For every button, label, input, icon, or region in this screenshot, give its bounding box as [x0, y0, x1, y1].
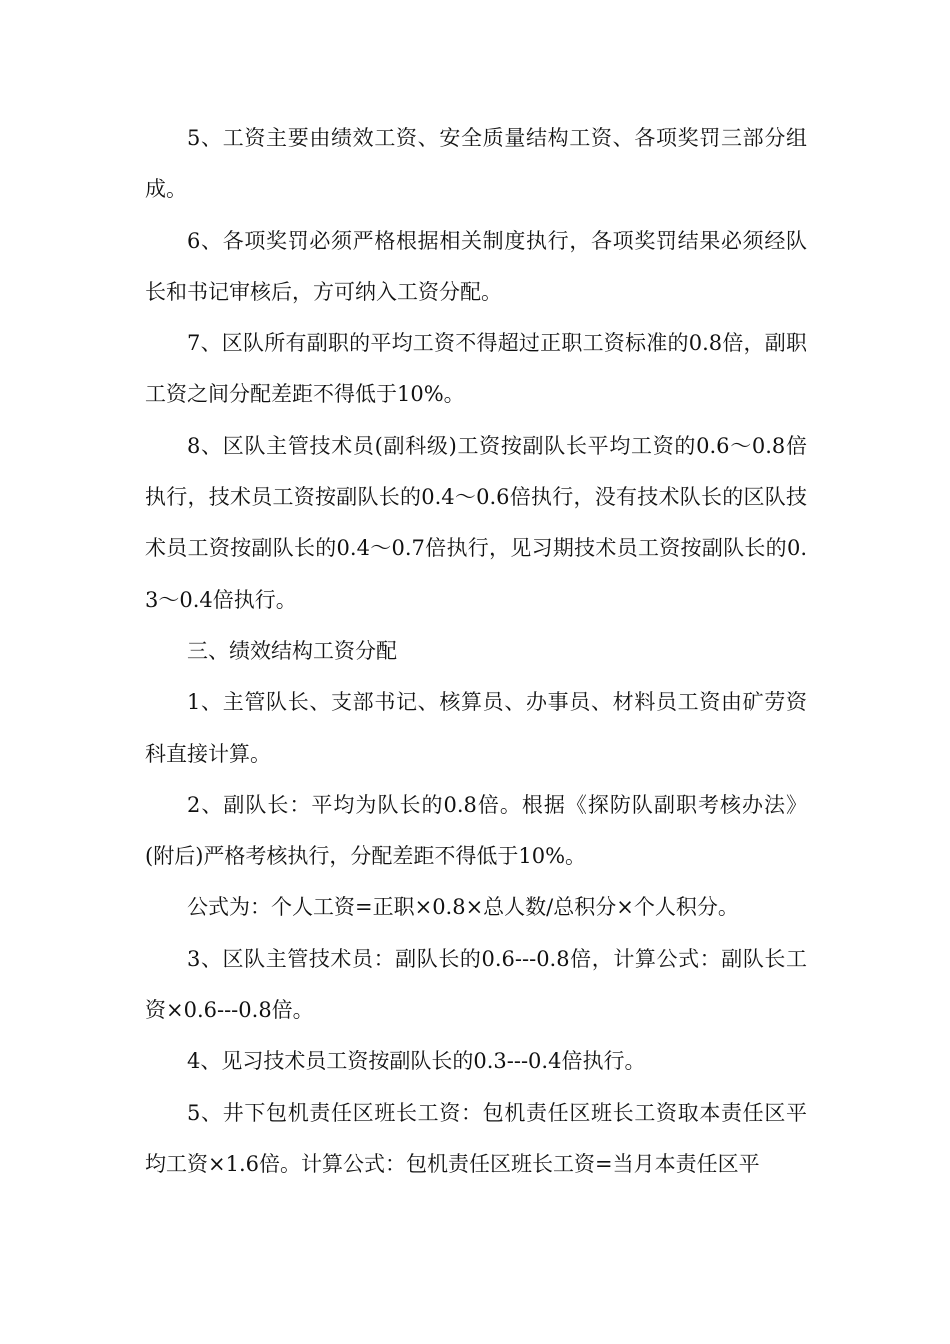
- paragraph-8: 4、见习技术员工资按副队长的0.3---0.4倍执行。: [187, 1049, 646, 1074]
- paragraph-7: 3、区队主管技术员：副队长的0.6---0.8倍，计算公式：副队长工资×0.6---0.8倍。: [145, 946, 807, 1023]
- paragraph-9: 5、井下包机责任区班长工资：包机责任区班长工资取本责任区平均工资×1.6倍。计算公式：包机责任区班长工资=当月本责任区平: [145, 1100, 807, 1176]
- paragraph-4: 8、区队主管技术员(副科级)工资按副队长平均工资的0.6～0.8倍执行，技术员工资按副队长的0.4～0.6倍执行，没有技术队长的区队技术员工资按副队长的0.4～0.7倍执行，见习期技术员工资按副队长的0.3～0.4倍执行。: [145, 433, 807, 612]
- section-heading: 三、绩效结构工资分配: [187, 638, 397, 663]
- paragraph-3: 7、区队所有副职的平均工资不得超过正职工资标准的0.8倍，副职工资之间分配差距不得低于10%。: [145, 331, 807, 407]
- document-page: [145, 113, 807, 1190]
- paragraph-5: 1、主管队长、支部书记、核算员、办事员、材料员工资由矿劳资科直接计算。: [145, 690, 807, 766]
- formula-line: 公式为：个人工资=正职×0.8×总人数/总积分×个人积分。: [187, 895, 739, 920]
- paragraph-1: 5、工资主要由绩效工资、安全质量结构工资、各项奖罚三部分组成。: [145, 126, 807, 202]
- paragraph-6: 2、副队长：平均为队长的0.8倍。根据《探防队副职考核办法》(附后)严格考核执行，分配差距不得低于10%。: [145, 792, 807, 869]
- paragraph-2: 6、各项奖罚必须严格根据相关制度执行，各项奖罚结果必须经队长和书记审核后，方可纳入工资分配。: [145, 228, 807, 304]
